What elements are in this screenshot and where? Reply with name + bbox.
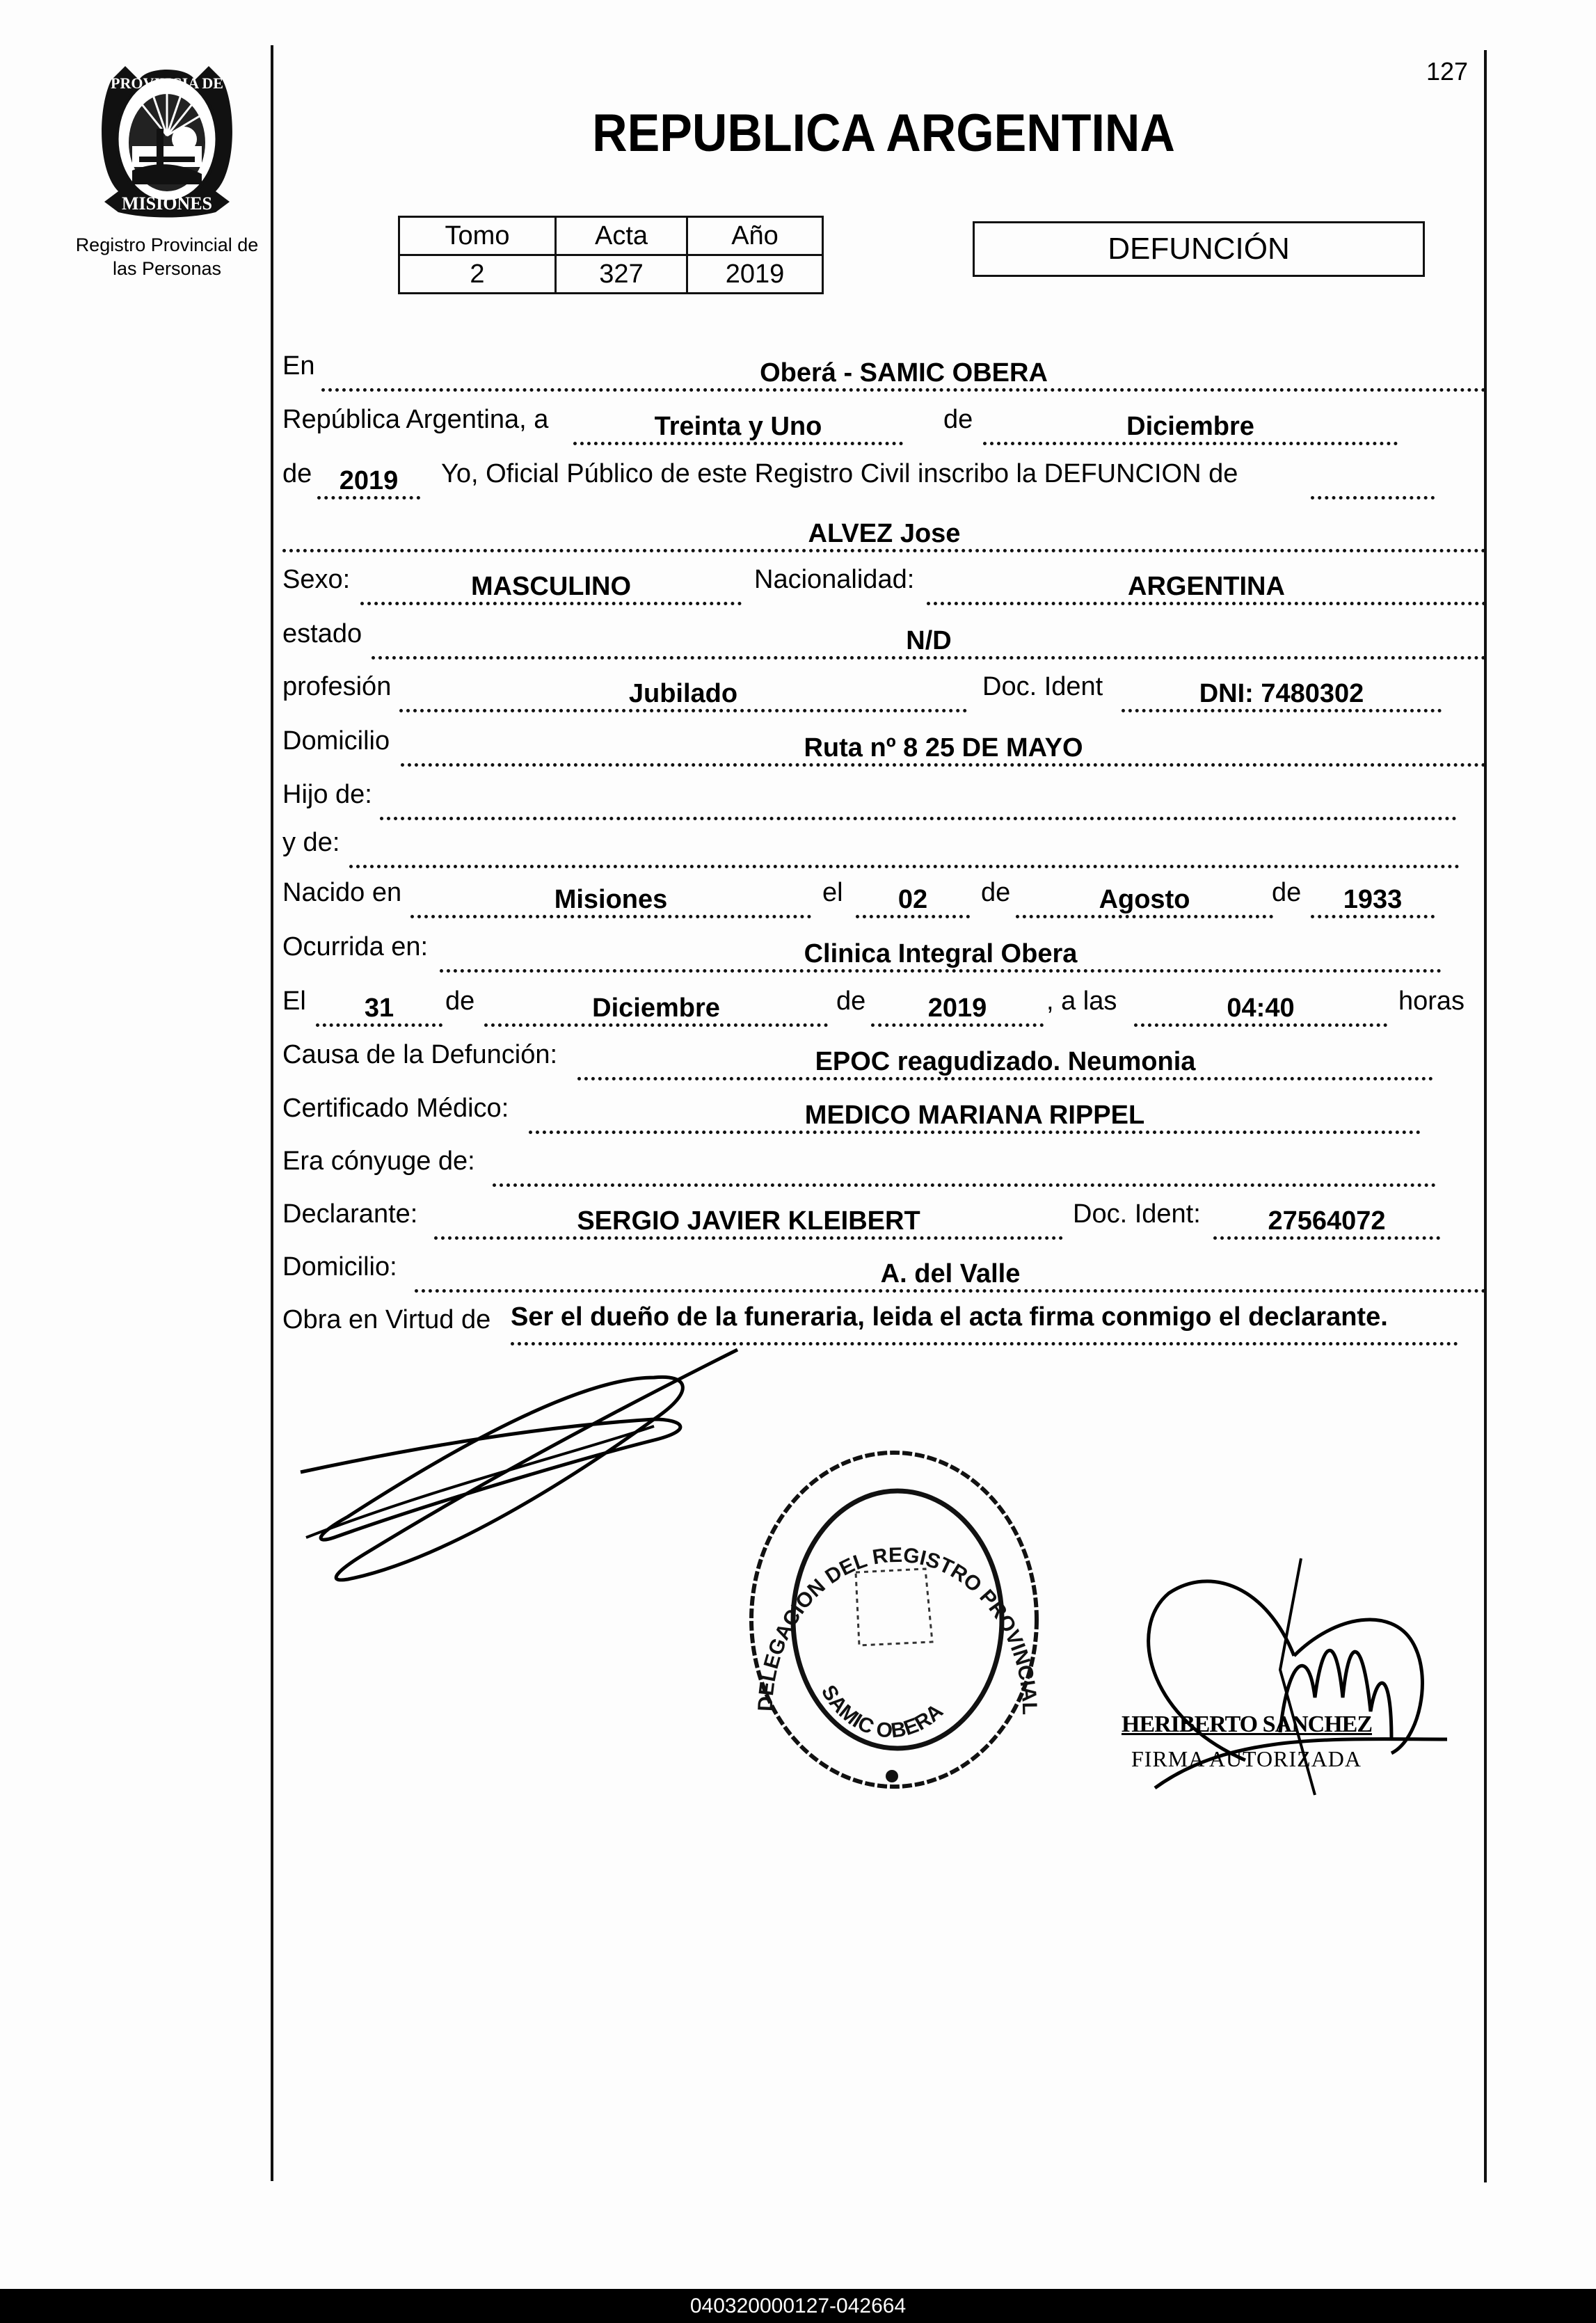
hijo-de-label: Hijo de: bbox=[282, 780, 372, 809]
anio-nacimiento-field bbox=[1311, 885, 1435, 918]
tomo-value: 2 bbox=[399, 255, 556, 294]
footer-barcode-text: 040320000127-042664 bbox=[689, 2294, 907, 2317]
nombre-value: ALVEZ Jose bbox=[808, 519, 961, 548]
row-profesion-doc bbox=[282, 672, 1486, 714]
el-label: el bbox=[822, 878, 843, 907]
svg-text:SAMIC OBERA: SAMIC OBERA bbox=[816, 1681, 948, 1743]
declarante-domicilio-label: Domicilio: bbox=[282, 1252, 397, 1282]
row-fecha-inscripcion bbox=[282, 405, 1486, 447]
row-causa bbox=[282, 1040, 1486, 1082]
left-margin-rule bbox=[271, 45, 273, 2181]
acta-header: Acta bbox=[556, 217, 687, 255]
anio-inscripcion-value: 2019 bbox=[339, 466, 399, 495]
domicilio-label: Domicilio bbox=[282, 726, 390, 756]
anio-header: Año bbox=[687, 217, 823, 255]
obra-en-virtud-label: Obra en Virtud de bbox=[282, 1305, 491, 1334]
doc-ident-label: Doc. Ident bbox=[982, 672, 1103, 701]
y-de-label: y de: bbox=[282, 828, 340, 857]
dia-fallecimiento-field bbox=[316, 993, 442, 1027]
row-estado bbox=[282, 619, 1486, 661]
declarante-doc-field bbox=[1213, 1206, 1440, 1240]
lugar-nacimiento-value: Misiones bbox=[554, 885, 668, 914]
row-en bbox=[282, 351, 1486, 393]
row-ocurrida-en bbox=[282, 932, 1486, 974]
obra-en-virtud-value: Ser el dueño de la funeraria, leida el acta firma conmigo el declarante. bbox=[511, 1302, 1388, 1332]
conyuge-field bbox=[493, 1156, 1436, 1187]
mes-inscripcion-value: Diciembre bbox=[1126, 412, 1254, 441]
el-fallecimiento-label: El bbox=[282, 987, 306, 1016]
republica-label: República Argentina, a bbox=[282, 405, 549, 434]
horas-label: horas bbox=[1398, 987, 1465, 1016]
row-sexo-nacionalidad bbox=[282, 565, 1486, 607]
registry-caption-line2: las Personas bbox=[112, 258, 222, 279]
causa-field bbox=[577, 1047, 1433, 1080]
footer-barcode-bar bbox=[0, 2289, 1596, 2323]
de-label: de bbox=[943, 405, 973, 434]
row-declarante-domicilio bbox=[282, 1252, 1486, 1294]
row-y-de bbox=[282, 828, 1486, 870]
nombre-field bbox=[282, 519, 1486, 552]
sexo-value: MASCULINO bbox=[470, 572, 632, 601]
registry-caption bbox=[66, 233, 268, 280]
nacionalidad-field bbox=[927, 572, 1486, 605]
declarante-doc-value: 27564072 bbox=[1268, 1206, 1386, 1236]
conyuge-label: Era cónyuge de: bbox=[282, 1147, 475, 1176]
estado-field bbox=[372, 626, 1486, 660]
svg-text:MISIONES: MISIONES bbox=[121, 193, 213, 214]
declarante-label: Declarante: bbox=[282, 1199, 418, 1229]
en-value: Oberá - SAMIC OBERA bbox=[760, 358, 1048, 388]
y-de-field bbox=[349, 838, 1460, 868]
mes-inscripcion-field bbox=[983, 412, 1398, 445]
row-nombre bbox=[282, 512, 1486, 554]
anio-value: 2019 bbox=[687, 255, 823, 294]
nacionalidad-label: Nacionalidad: bbox=[754, 565, 915, 594]
de-fallecimiento-label-1: de bbox=[445, 987, 475, 1016]
doc-ident-field bbox=[1122, 679, 1442, 712]
mes-fallecimiento-value: Diciembre bbox=[592, 993, 720, 1023]
de-fallecimiento-label-2: de bbox=[836, 987, 866, 1016]
declarante-domicilio-value: A. del Valle bbox=[880, 1259, 1021, 1288]
row-anio-inscripcion bbox=[282, 459, 1486, 501]
registry-table bbox=[398, 216, 824, 294]
anio-nacimiento-value: 1933 bbox=[1343, 885, 1403, 914]
inscribo-trailing-field bbox=[1311, 469, 1435, 500]
hora-fallecimiento-value: 04:40 bbox=[1227, 993, 1295, 1023]
mes-nacimiento-value: Agosto bbox=[1099, 885, 1190, 914]
ocurrida-en-field bbox=[440, 939, 1442, 973]
de-nacimiento-label-1: de bbox=[981, 878, 1011, 907]
hora-fallecimiento-field bbox=[1134, 993, 1387, 1027]
dia-nacimiento-value: 02 bbox=[897, 885, 928, 914]
ocurrida-en-label: Ocurrida en: bbox=[282, 932, 429, 961]
certificado-value: MEDICO MARIANA RIPPEL bbox=[804, 1101, 1145, 1130]
de-nacimiento-label-2: de bbox=[1272, 878, 1302, 907]
svg-text:DELEGACION DEL REGISTRO PROVIN: DELEGACION DEL REGISTRO PROVINCIAL DE LAS PERSONAS bbox=[722, 1415, 1042, 1715]
a-las-label: , a las bbox=[1046, 987, 1117, 1016]
acta-value: 327 bbox=[556, 255, 687, 294]
row-certificado bbox=[282, 1094, 1486, 1135]
declarante-signature bbox=[292, 1350, 793, 1614]
official-title: FIRMA AUTORIZADA bbox=[1131, 1746, 1362, 1771]
dia-fallecimiento-value: 31 bbox=[364, 993, 394, 1023]
domicilio-value: Ruta nº 8 25 DE MAYO bbox=[804, 733, 1083, 763]
estado-value: N/D bbox=[906, 626, 952, 655]
mes-fallecimiento-field bbox=[484, 993, 828, 1027]
en-label: En bbox=[282, 351, 315, 381]
domicilio-field bbox=[401, 733, 1486, 767]
inscribo-text: Yo, Oficial Público de este Registro Civil inscribo la DEFUNCION de bbox=[441, 459, 1238, 488]
provincia-de-misiones-coat-of-arms-icon bbox=[90, 52, 244, 219]
tomo-header: Tomo bbox=[399, 217, 556, 255]
nacido-en-label: Nacido en bbox=[282, 878, 402, 907]
nacionalidad-value: ARGENTINA bbox=[1128, 572, 1285, 601]
row-domicilio bbox=[282, 726, 1486, 768]
ocurrida-en-value: Clinica Integral Obera bbox=[804, 939, 1078, 968]
dia-inscripcion-field bbox=[573, 412, 903, 445]
dia-inscripcion-value: Treinta y Uno bbox=[654, 412, 822, 441]
row-obra-en-virtud bbox=[282, 1302, 1486, 1347]
page-number: 127 bbox=[1426, 57, 1469, 86]
registry-table-header-row bbox=[399, 217, 823, 255]
sexo-label: Sexo: bbox=[282, 565, 351, 594]
document-type-label: DEFUNCIÓN bbox=[1108, 232, 1290, 266]
sexo-field bbox=[360, 572, 742, 605]
de-anio-label: de bbox=[282, 459, 312, 488]
certificado-label: Certificado Médico: bbox=[282, 1094, 509, 1123]
anio-inscripcion-field bbox=[317, 466, 420, 500]
svg-text:PROVINCIA DE: PROVINCIA DE bbox=[111, 74, 223, 92]
document-type-box bbox=[973, 221, 1425, 277]
profesion-value: Jubilado bbox=[628, 679, 738, 708]
declarante-field bbox=[434, 1206, 1063, 1240]
profesion-label: profesión bbox=[282, 672, 392, 701]
obra-en-virtud-field bbox=[511, 1302, 1458, 1346]
mes-nacimiento-field bbox=[1016, 885, 1273, 918]
registry-table-value-row bbox=[399, 255, 823, 294]
row-fallecimiento bbox=[282, 987, 1486, 1028]
row-declarante bbox=[282, 1199, 1486, 1241]
row-conyuge bbox=[282, 1147, 1486, 1188]
registry-logo bbox=[66, 52, 268, 289]
declarante-domicilio-field bbox=[415, 1259, 1486, 1293]
declarante-doc-label: Doc. Ident: bbox=[1073, 1199, 1201, 1229]
anio-fallecimiento-value: 2019 bbox=[927, 993, 987, 1023]
document-title: REPUBLICA ARGENTINA bbox=[592, 104, 1175, 163]
official-name: HERIBERTO SANCHEZ bbox=[1122, 1711, 1373, 1737]
dia-nacimiento-field bbox=[856, 885, 970, 918]
certificado-field bbox=[529, 1103, 1421, 1134]
row-hijo-de bbox=[282, 780, 1486, 822]
estado-label: estado bbox=[282, 619, 362, 648]
profesion-field bbox=[399, 679, 967, 712]
declarante-value: SERGIO JAVIER KLEIBERT bbox=[577, 1206, 920, 1236]
hijo-de-field bbox=[380, 790, 1457, 820]
anio-fallecimiento-field bbox=[871, 993, 1044, 1027]
lugar-nacimiento-field bbox=[410, 885, 811, 918]
en-field bbox=[321, 358, 1486, 392]
causa-value: EPOC reagudizado. Neumonia bbox=[815, 1047, 1196, 1076]
row-nacimiento bbox=[282, 878, 1486, 920]
doc-ident-value: DNI: 7480302 bbox=[1199, 679, 1364, 708]
causa-label: Causa de la Defunción: bbox=[282, 1040, 558, 1069]
registry-stamp bbox=[722, 1415, 1058, 1809]
registry-caption-line1: Registro Provincial de bbox=[75, 234, 259, 255]
